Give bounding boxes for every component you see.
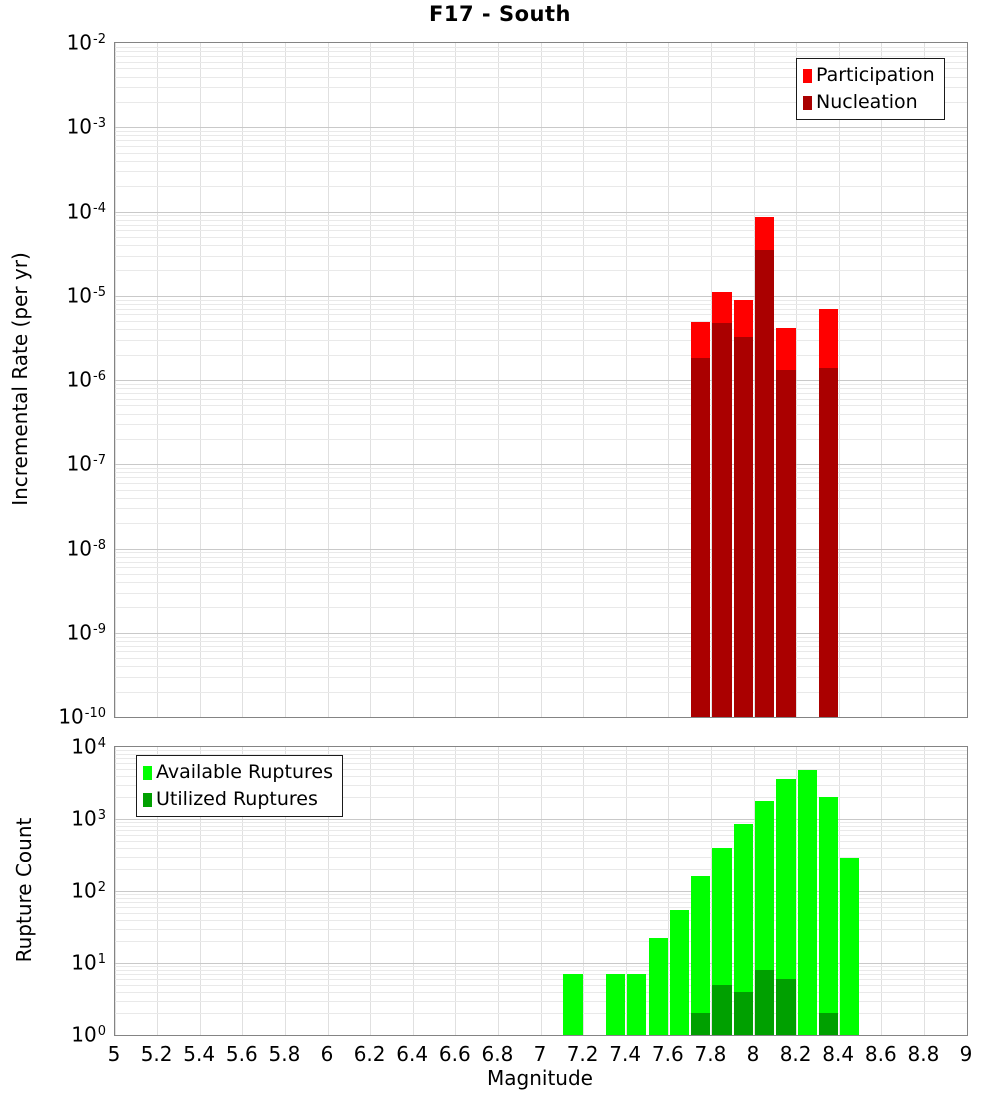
y-minor-gridline [115, 941, 967, 942]
y-minor-gridline [115, 913, 967, 914]
y-minor-gridline [115, 552, 967, 553]
y-minor-gridline [115, 230, 967, 231]
y-major-gridline [115, 464, 967, 465]
y-minor-gridline [115, 974, 967, 975]
available-bar [649, 938, 668, 1035]
y-major-gridline [115, 549, 967, 550]
x-tick-label: 5 [107, 1042, 121, 1066]
y-minor-gridline [115, 641, 967, 642]
y-minor-gridline [115, 666, 967, 667]
y-minor-gridline [115, 340, 967, 341]
available-bar [670, 910, 689, 1035]
y-minor-gridline [115, 300, 967, 301]
participation-swatch-icon [803, 69, 812, 83]
y-minor-gridline [115, 51, 967, 52]
y-minor-gridline [115, 414, 967, 415]
y-minor-gridline [115, 841, 967, 842]
y-minor-gridline [115, 399, 967, 400]
y-minor-gridline [115, 405, 967, 406]
y-minor-gridline [115, 523, 967, 524]
x-tick-label: 8.2 [779, 1042, 812, 1066]
y-minor-gridline [115, 329, 967, 330]
y-minor-gridline [115, 225, 967, 226]
utilized-swatch-icon [143, 793, 152, 807]
x-tick-label: 8 [746, 1042, 760, 1066]
y-tick-label: $10^{-4}$ [66, 199, 106, 224]
x-tick-label: 8.6 [864, 1042, 897, 1066]
y-minor-gridline [115, 56, 967, 57]
y-minor-gridline [115, 472, 967, 473]
legend-item-utilized [143, 786, 333, 813]
x-tick-label: 8.4 [822, 1042, 855, 1066]
y-minor-gridline [115, 637, 967, 638]
legend-item-available [143, 759, 333, 786]
y-minor-gridline [115, 750, 967, 751]
y-major-gridline [115, 819, 967, 820]
y-minor-gridline [115, 869, 967, 870]
y-minor-gridline [115, 146, 967, 147]
y-tick-label: $10^{-5}$ [66, 283, 106, 308]
utilized-bar [819, 1013, 838, 1035]
y-minor-gridline [115, 47, 967, 48]
y-minor-gridline [115, 826, 967, 827]
available-bar [840, 858, 859, 1035]
y-minor-gridline [115, 979, 967, 980]
x-tick-label: 5.2 [140, 1042, 173, 1066]
y-minor-gridline [115, 270, 967, 271]
y-minor-gridline [115, 920, 967, 921]
y-minor-gridline [115, 607, 967, 608]
y-minor-gridline [115, 567, 967, 568]
y-tick-label: $10^0$ [71, 1022, 106, 1047]
y-minor-gridline [115, 314, 967, 315]
x-tick-label: 7.6 [651, 1042, 684, 1066]
nucleation-bar [776, 370, 795, 717]
y-minor-gridline [115, 237, 967, 238]
utilized-bar [691, 1013, 710, 1035]
x-tick-label: 5.8 [268, 1042, 301, 1066]
legend-label-nucleation: Nucleation [816, 91, 918, 113]
nucleation-swatch-icon [803, 96, 812, 110]
legend-label-utilized: Utilized Ruptures [156, 788, 318, 810]
y-major-gridline [115, 212, 967, 213]
y-minor-gridline [115, 822, 967, 823]
y-minor-gridline [115, 355, 967, 356]
y-minor-gridline [115, 907, 967, 908]
available-bar [627, 974, 646, 1035]
y-major-gridline [115, 633, 967, 634]
y-minor-gridline [115, 215, 967, 216]
x-tick-label: 7.4 [609, 1042, 642, 1066]
y-minor-gridline [115, 985, 967, 986]
y-major-gridline [115, 380, 967, 381]
y-minor-gridline [115, 835, 967, 836]
y-tick-label: $10^{-10}$ [58, 704, 106, 729]
rate-plot-area [114, 42, 968, 718]
y-major-gridline [115, 963, 967, 964]
y-minor-gridline [115, 153, 967, 154]
y-tick-label: $10^2$ [71, 878, 106, 903]
y-minor-gridline [115, 490, 967, 491]
x-tick-label: 7.8 [694, 1042, 727, 1066]
x-tick-label: 6.8 [481, 1042, 514, 1066]
nucleation-bar [819, 368, 838, 717]
y-minor-gridline [115, 483, 967, 484]
y-minor-gridline [115, 498, 967, 499]
y-minor-gridline [115, 186, 967, 187]
y-tick-label: $10^1$ [71, 950, 106, 975]
x-tick-label: 9 [959, 1042, 973, 1066]
y-minor-gridline [115, 582, 967, 583]
x-tick-label: 5.6 [225, 1042, 258, 1066]
x-tick-label: 8.8 [907, 1042, 940, 1066]
y-minor-gridline [115, 468, 967, 469]
y-minor-gridline [115, 508, 967, 509]
y-minor-gridline [115, 658, 967, 659]
y-minor-gridline [115, 966, 967, 967]
nucleation-bar [734, 337, 753, 717]
y-minor-gridline [115, 857, 967, 858]
y-minor-gridline [115, 477, 967, 478]
y-minor-gridline [115, 992, 967, 993]
chart-title: F17 - South [429, 2, 571, 26]
y-minor-gridline [115, 651, 967, 652]
y-minor-gridline [115, 562, 967, 563]
utilized-bar [755, 970, 774, 1035]
y-minor-gridline [115, 894, 967, 895]
available-bar [819, 797, 838, 1035]
y-minor-gridline [115, 557, 967, 558]
y-tick-label: $10^{-3}$ [66, 114, 106, 139]
y-minor-gridline [115, 388, 967, 389]
nucleation-bar [691, 358, 710, 717]
y-minor-gridline [115, 898, 967, 899]
y-tick-label: $10^{-9}$ [66, 620, 106, 645]
y-minor-gridline [115, 929, 967, 930]
utilized-bar [734, 992, 753, 1035]
y-minor-gridline [115, 830, 967, 831]
y-minor-gridline [115, 574, 967, 575]
available-bar [606, 974, 625, 1035]
rate-axis-title: Incremental Rate (per yr) [8, 252, 32, 506]
y-minor-gridline [115, 220, 967, 221]
legend-item-participation [803, 62, 935, 89]
legend-label-available: Available Ruptures [156, 761, 333, 783]
y-tick-label: $10^4$ [71, 734, 106, 759]
available-bar [563, 974, 582, 1035]
y-minor-gridline [115, 304, 967, 305]
y-minor-gridline [115, 593, 967, 594]
x-tick-label: 5.4 [183, 1042, 216, 1066]
utilized-bar [776, 979, 795, 1035]
y-tick-label: $10^{-8}$ [66, 536, 106, 561]
y-minor-gridline [115, 140, 967, 141]
y-minor-gridline [115, 161, 967, 162]
y-major-gridline [115, 891, 967, 892]
legend-label-participation: Participation [816, 64, 935, 86]
y-major-gridline [115, 296, 967, 297]
y-minor-gridline [115, 393, 967, 394]
count-axis-title: Rupture Count [12, 817, 36, 963]
x-axis-title: Magnitude [487, 1066, 593, 1090]
y-tick-label: $10^3$ [71, 806, 106, 831]
y-minor-gridline [115, 677, 967, 678]
available-bar [691, 876, 710, 1035]
y-minor-gridline [115, 309, 967, 310]
available-bar [798, 770, 817, 1035]
x-tick-label: 6 [320, 1042, 334, 1066]
y-minor-gridline [115, 692, 967, 693]
y-minor-gridline [115, 970, 967, 971]
y-minor-gridline [115, 646, 967, 647]
nucleation-bar [712, 323, 731, 717]
available-swatch-icon [143, 766, 152, 780]
y-major-gridline [115, 127, 967, 128]
y-minor-gridline [115, 1013, 967, 1014]
y-minor-gridline [115, 384, 967, 385]
utilized-bar [712, 985, 731, 1035]
legend-item-nucleation [803, 89, 935, 116]
x-tick-label: 6.4 [396, 1042, 429, 1066]
y-tick-label: $10^{-6}$ [66, 367, 106, 392]
x-tick-label: 6.6 [438, 1042, 471, 1066]
x-tick-label: 7 [533, 1042, 547, 1066]
count-legend [136, 755, 343, 817]
y-tick-label: $10^{-7}$ [66, 451, 106, 476]
y-minor-gridline [115, 424, 967, 425]
x-tick-label: 7.2 [566, 1042, 599, 1066]
rate-legend [796, 58, 945, 120]
nucleation-bar [755, 250, 774, 717]
y-minor-gridline [115, 245, 967, 246]
y-tick-label: $10^{-2}$ [66, 30, 106, 55]
y-minor-gridline [115, 131, 967, 132]
y-minor-gridline [115, 256, 967, 257]
y-minor-gridline [115, 171, 967, 172]
x-tick-label: 6.2 [353, 1042, 386, 1066]
y-minor-gridline [115, 321, 967, 322]
y-minor-gridline [115, 135, 967, 136]
y-minor-gridline [115, 902, 967, 903]
y-minor-gridline [115, 1001, 967, 1002]
y-minor-gridline [115, 848, 967, 849]
y-minor-gridline [115, 439, 967, 440]
